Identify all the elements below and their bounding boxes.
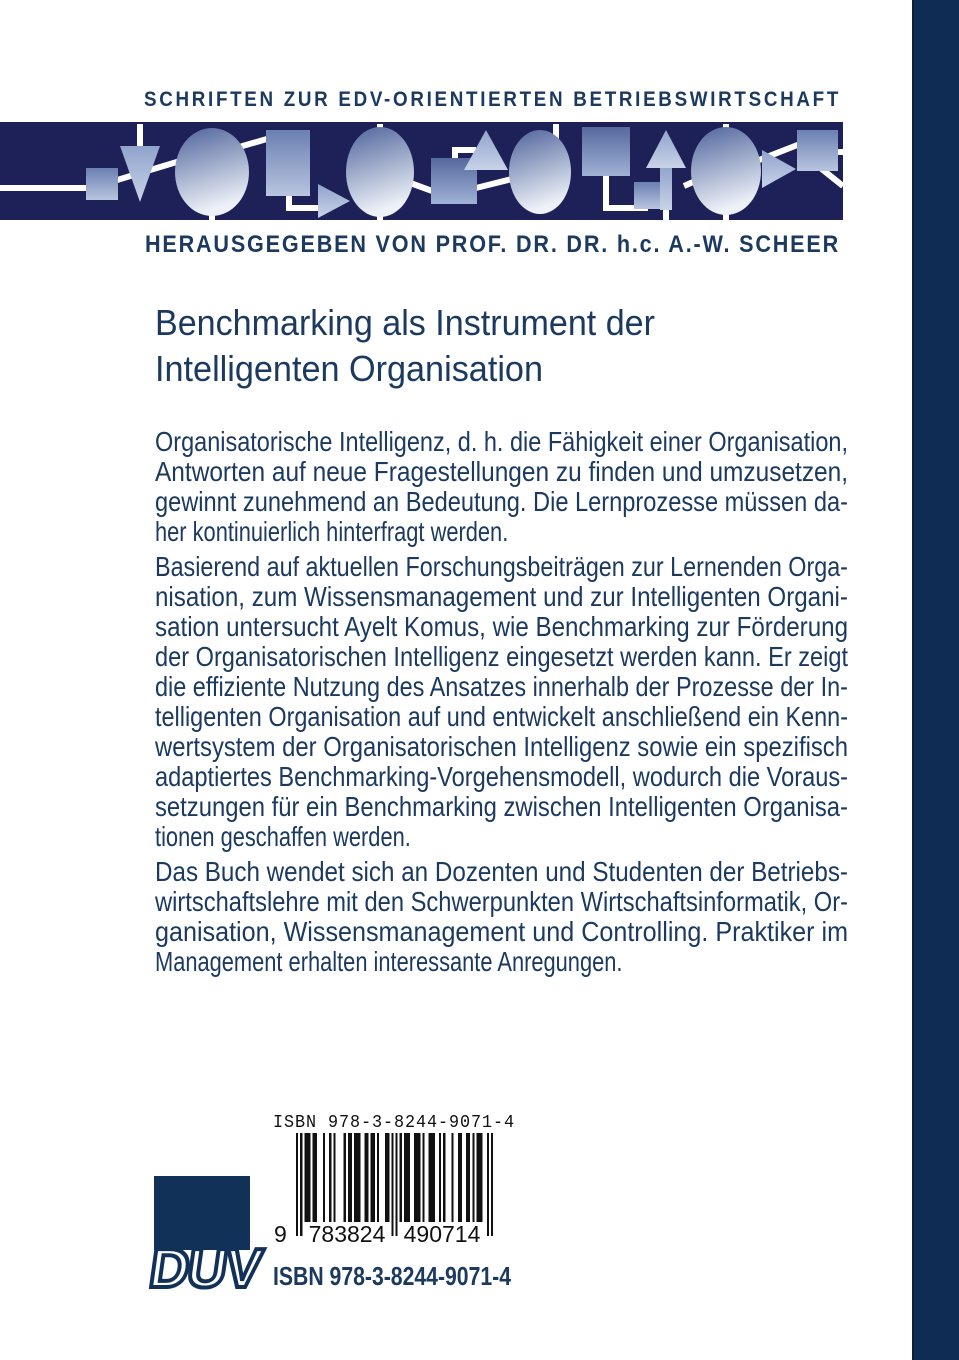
text-line: setzungen für ein Benchmarking zwischen Intelligenten Organisa- bbox=[155, 791, 848, 822]
text-line: die effiziente Nutzung des Ansatzes innerhalb der Prozesse der In- bbox=[155, 671, 848, 702]
text-line: wertsystem der Organisatorischen Intelligenz sowie ein spezifisch bbox=[155, 731, 848, 762]
ellipse-shape bbox=[509, 130, 571, 214]
arrow-stem-shape bbox=[660, 166, 672, 210]
text-line: Basierend auf aktuellen Forschungsbeiträgen zur Lernenden Orga- bbox=[155, 551, 848, 582]
text-line: der Organisatorischen Intelligenz eingesetzt werden kann. Er zeigt bbox=[155, 641, 849, 672]
text-line: her kontinuierlich hinterfragt werden. bbox=[155, 516, 509, 547]
triangle-up-shape bbox=[646, 130, 686, 168]
editor-line: HERAUSGEGEBEN VON PROF. DR. DR. h.c. A.-W. SCHEER bbox=[145, 231, 840, 258]
square-shape bbox=[797, 130, 838, 171]
ellipse-shape bbox=[691, 127, 761, 215]
flow-shapes bbox=[86, 127, 838, 218]
triangle-right-shape bbox=[318, 184, 350, 218]
ellipse-shape bbox=[346, 127, 414, 217]
triangle-right-shape bbox=[762, 150, 796, 188]
text-line: Antworten auf neue Fragestellungen zu finden und umzusetzen, bbox=[155, 456, 849, 487]
text-line: sation untersucht Ayelt Komus, wie Benchmarking zur Förderung bbox=[155, 611, 848, 642]
text-line: telligenten Organisation auf und entwickelt anschließend ein Kenn- bbox=[155, 701, 849, 732]
paragraph bbox=[155, 427, 848, 547]
series-title: SCHRIFTEN ZUR EDV-ORIENTIERTEN BETRIEBSWIRTSCHAFT bbox=[144, 88, 842, 111]
isbn-barcode-label: ISBN 978-3-8244-9071-4 bbox=[273, 1113, 516, 1133]
book-title bbox=[155, 300, 683, 392]
text-line: tionen geschaffen werden. bbox=[155, 821, 411, 852]
triangle-down-shape bbox=[120, 146, 160, 202]
square-shape bbox=[634, 182, 661, 209]
text-line: Organisatorische Intelligenz, d. h. die Fähigkeit einer Organisation, bbox=[155, 426, 848, 457]
text-line: Management erhalten interessante Anregungen. bbox=[155, 946, 623, 977]
book-title-line1: Benchmarking als Instrument der bbox=[155, 302, 655, 343]
text-line: gewinnt zunehmend an Bedeutung. Die Lernprozesse müssen da- bbox=[155, 486, 848, 517]
back-cover-description bbox=[155, 427, 848, 982]
text-line: wirtschaftslehre mit den Schwerpunkten Wirtschaftsinformatik, Or- bbox=[155, 886, 849, 917]
text-line: nisation, zum Wissensmanagement und zur Intelligenten Organi- bbox=[155, 581, 848, 612]
ellipse-shape bbox=[175, 128, 249, 216]
barcode-digits-left: 783824 bbox=[308, 1221, 386, 1247]
text-line: ganisation, Wissensmanagement und Controlling. Praktiker im bbox=[155, 916, 849, 947]
text-line: Das Buch wendet sich an Dozenten und Studenten der Betriebs- bbox=[155, 856, 848, 887]
book-title-line2: Intelligenten Organisation bbox=[155, 348, 543, 389]
barcode-digits-right: 490714 bbox=[403, 1221, 481, 1247]
cover-spine-band bbox=[912, 0, 959, 1360]
duv-logo-text: DUV bbox=[145, 1237, 265, 1299]
square-shape bbox=[582, 127, 630, 176]
banner-graphic bbox=[0, 122, 843, 220]
isbn-text: ISBN 978-3-8244-9071-4 bbox=[273, 1261, 512, 1291]
text-line: adaptiertes Benchmarking-Vorgehensmodell, wodurch die Voraus- bbox=[155, 761, 849, 792]
square-shape bbox=[86, 168, 118, 200]
barcode-digit-lead: 9 bbox=[274, 1221, 287, 1247]
series-banner bbox=[0, 122, 843, 220]
paragraph bbox=[155, 552, 848, 852]
rect-shape bbox=[266, 130, 310, 196]
paragraph bbox=[155, 857, 848, 977]
